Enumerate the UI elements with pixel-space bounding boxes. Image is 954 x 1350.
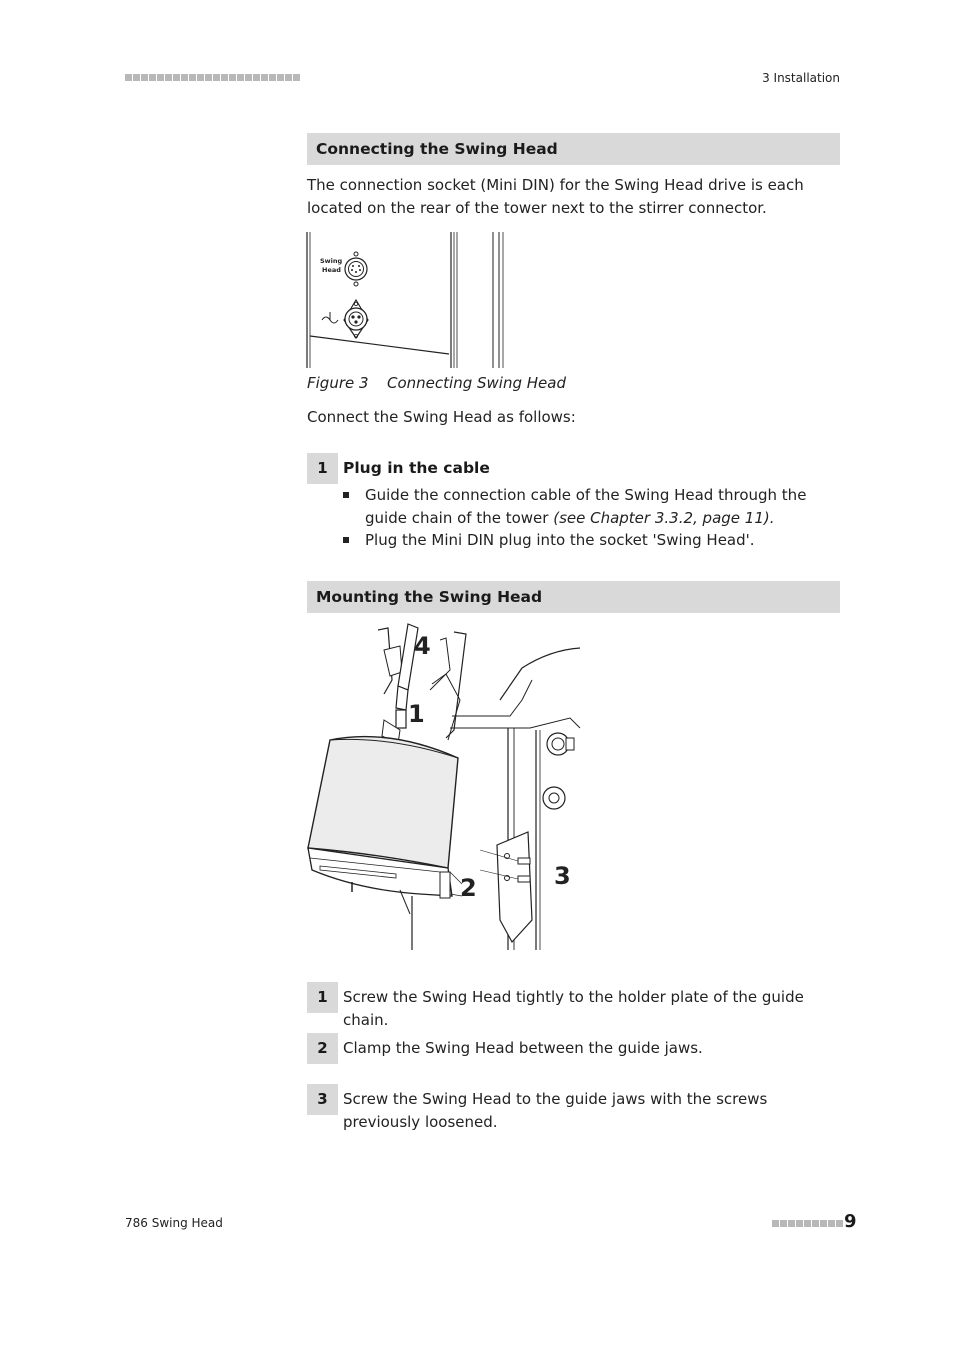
mount-step-number-2: 2 bbox=[307, 1033, 338, 1064]
callout-2: 2 bbox=[460, 874, 477, 902]
mount-step-text-2: Clamp the Swing Head between the guide jaws. bbox=[343, 1039, 703, 1057]
mount-step-number-1: 1 bbox=[307, 982, 338, 1013]
mount-step-number-3: 3 bbox=[307, 1084, 338, 1115]
bullet-square-icon bbox=[343, 492, 349, 498]
mount-step-text-3: Screw the Swing Head to the guide jaws with the screws previously loosened. bbox=[343, 1090, 768, 1131]
figure-mounting-swing-head bbox=[300, 620, 590, 955]
step-number: 1 bbox=[307, 453, 338, 484]
bullet-item bbox=[343, 529, 843, 552]
section1-intro: The connection socket (Mini DIN) for the Swing Head drive is each located on the rear of the tower next to the stirrer connector. bbox=[307, 176, 804, 217]
socket-label-line2: Head bbox=[322, 266, 341, 274]
callout-1: 1 bbox=[408, 700, 425, 728]
chapter-header: 3 Installation bbox=[762, 71, 840, 85]
bullet1-reference: (see Chapter 3.3.2, page 11). bbox=[553, 508, 775, 527]
bullet1-text: Guide the connection cable of the Swing Head through the guide chain of the tower bbox=[365, 486, 807, 527]
bullet-square-icon bbox=[343, 537, 349, 543]
step-title: Plug in the cable bbox=[343, 459, 490, 477]
mount-step-text-1: Screw the Swing Head tightly to the holder plate of the guide chain. bbox=[343, 988, 804, 1029]
section1-lead: Connect the Swing Head as follows: bbox=[307, 408, 576, 426]
step-bullets bbox=[343, 484, 843, 552]
footer-decoration bbox=[772, 1220, 843, 1227]
socket-label-line1: Swing bbox=[320, 257, 343, 265]
page-number: 9 bbox=[844, 1211, 857, 1232]
header-decoration bbox=[125, 74, 300, 81]
figure-number: Figure 3 bbox=[307, 374, 369, 392]
bullet2-text: Plug the Mini DIN plug into the socket 'Swing Head'. bbox=[365, 531, 755, 549]
section-title-connecting: Connecting the Swing Head bbox=[307, 133, 840, 165]
callout-3: 3 bbox=[554, 862, 571, 890]
figure-caption-text: Connecting Swing Head bbox=[387, 374, 566, 392]
figure-connecting-socket bbox=[306, 232, 508, 370]
figure3-caption bbox=[307, 374, 566, 392]
callout-4: 4 bbox=[414, 632, 431, 660]
bullet-item bbox=[343, 484, 843, 529]
section-title-mounting: Mounting the Swing Head bbox=[307, 581, 840, 613]
footer-product: 786 Swing Head bbox=[125, 1216, 223, 1230]
